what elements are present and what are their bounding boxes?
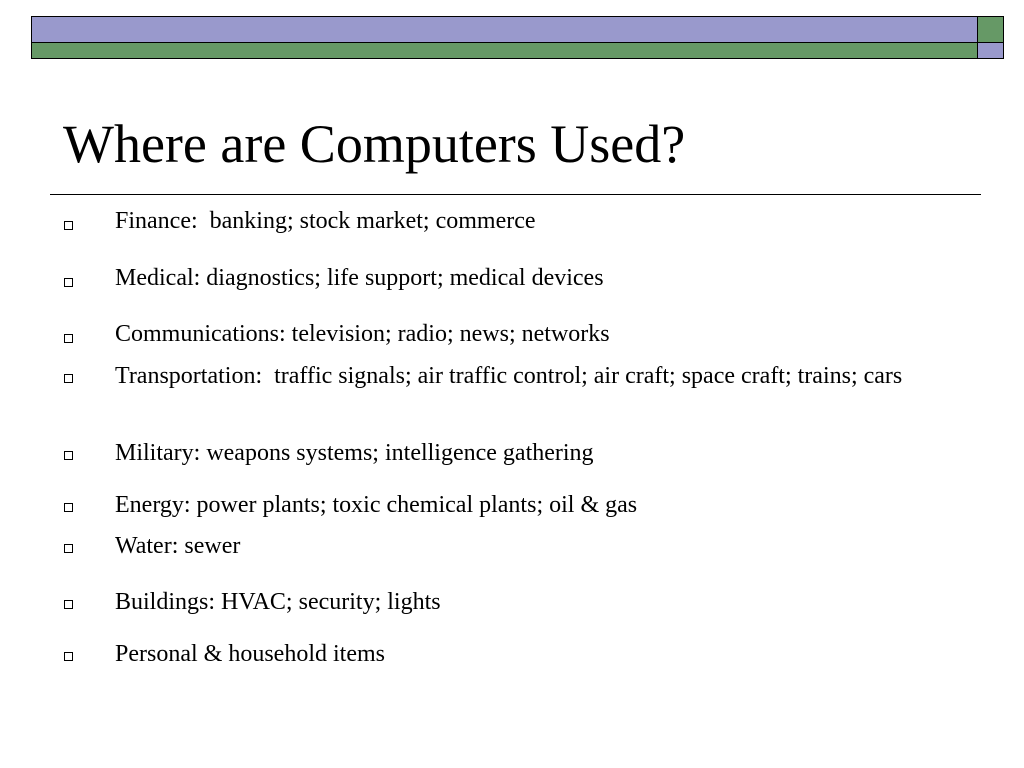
- bullet-text: Personal & household items: [115, 641, 385, 667]
- bullet-text: Transportation: traffic signals; air traffic control; air craft; space craft; trains; cars: [115, 363, 903, 389]
- bullet-text: Finance: banking; stock market; commerce: [115, 208, 536, 234]
- square-bullet-icon: [64, 221, 73, 230]
- square-bullet-icon: [64, 374, 73, 383]
- square-bullet-icon: [64, 278, 73, 287]
- square-bullet-icon: [64, 544, 73, 553]
- header-bar-green: [31, 42, 978, 59]
- bullet-text: Medical: diagnostics; life support; medical devices: [115, 265, 604, 291]
- square-bullet-icon: [64, 334, 73, 343]
- header-square-green: [977, 16, 1004, 43]
- bullet-text: Buildings: HVAC; security; lights: [115, 589, 441, 615]
- slide-title: Where are Computers Used?: [63, 114, 686, 174]
- square-bullet-icon: [64, 652, 73, 661]
- bullet-text: Energy: power plants; toxic chemical plants; oil & gas: [115, 492, 638, 518]
- header-square-purple: [977, 42, 1004, 59]
- square-bullet-icon: [64, 503, 73, 512]
- bullet-text: Communications: television; radio; news; networks: [115, 321, 610, 347]
- square-bullet-icon: [64, 451, 73, 460]
- bullet-text: Water: sewer: [115, 533, 241, 559]
- square-bullet-icon: [64, 600, 73, 609]
- title-divider: [50, 194, 981, 195]
- header-bar-purple: [31, 16, 978, 43]
- bullet-text: Military: weapons systems; intelligence gathering: [115, 440, 594, 466]
